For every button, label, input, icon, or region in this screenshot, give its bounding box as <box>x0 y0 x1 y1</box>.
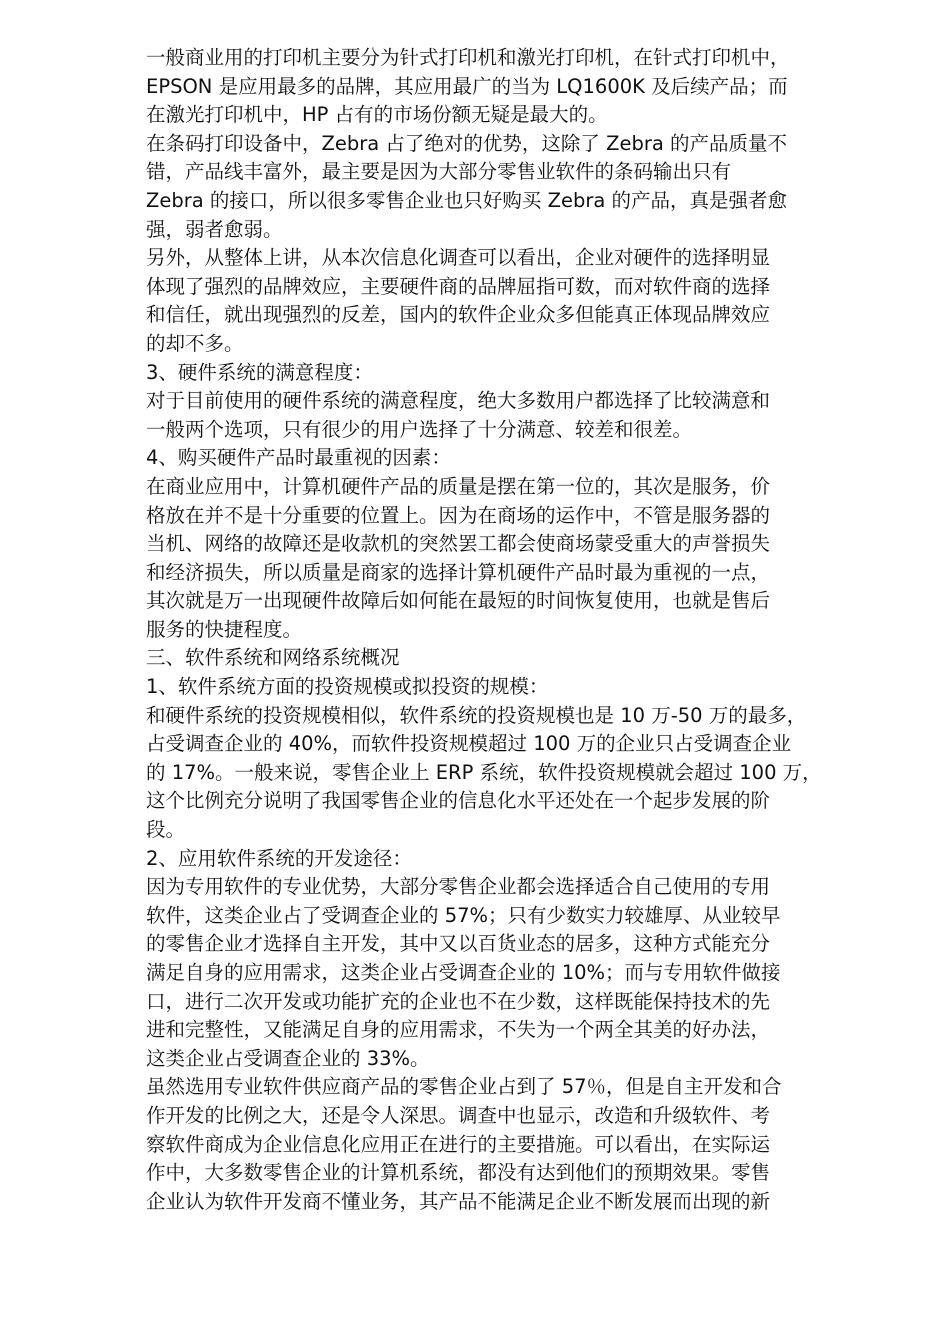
text-line: 体现了强烈的品牌效应，主要硬件商的品牌屈指可数，而对软件商的选择 <box>146 274 771 298</box>
chapter-heading: 三、软件系统和网络系统概况 <box>146 646 400 670</box>
text-line: 作开发的比例之大，还是令人深思。调查中也显示，改造和升级软件、考 <box>146 1103 771 1127</box>
text-line: 错，产品线丰富外，最主要是因为大部分零售业软件的条码输出只有 <box>146 160 732 184</box>
text-line: 占受调查企业的 40%，而软件投资规模超过 100 万的企业只占受调查企业 <box>146 732 792 756</box>
text-line: 这个比例充分说明了我国零售企业的信息化水平还处在一个起步发展的阶 <box>146 789 771 813</box>
document-body <box>146 44 896 1216</box>
text-line: 在商业应用中，计算机硬件产品的质量是摆在第一位的，其次是服务，价 <box>146 474 771 498</box>
section-heading: 3、硬件系统的满意程度： <box>146 360 373 384</box>
text-line: 作中，大多数零售企业的计算机系统，都没有达到他们的预期效果。零售 <box>146 1161 771 1185</box>
text-line: 服务的快捷程度。 <box>146 617 303 641</box>
text-line: 对于目前使用的硬件系统的满意程度，绝大多数用户都选择了比较满意和 <box>146 389 771 413</box>
text-line: 强，弱者愈弱。 <box>146 217 283 241</box>
text-line: 和信任，就出现强烈的反差，国内的软件企业众多但能真正体现品牌效应 <box>146 303 771 327</box>
text-line: 察软件商成为企业信息化应用正在进行的主要措施。可以看出，在实际运 <box>146 1132 771 1156</box>
text-line: 满足自身的应用需求，这类企业占受调查企业的 10%；而与专用软件做接 <box>146 961 781 984</box>
text-line: 的 17%。一般来说，零售企业上 ERP 系统，软件投资规模就会超过 100 万， <box>146 760 822 784</box>
text-line: 另外，从整体上讲，从本次信息化调查可以看出，企业对硬件的选择明显 <box>146 246 771 270</box>
text-line: Zebra 的接口，所以很多零售企业也只好购买 Zebra 的产品，真是强者愈 <box>146 188 787 212</box>
text-line: EPSON 是应用最多的品牌，其应用最广的当为 LQ1600K 及后续产品；而 <box>146 74 788 98</box>
text-line: 和硬件系统的投资规模相似，软件系统的投资规模也是 10 万-50 万的最多， <box>146 703 807 727</box>
text-line: 这类企业占受调查企业的 33%。 <box>146 1046 430 1070</box>
text-line: 进和完整性，又能满足自身的应用需求，不失为一个两全其美的好办法， <box>146 1018 771 1042</box>
text-line: 其次就是万一出现硬件故障后如何能在最短的时间恢复使用，也就是售后 <box>146 589 771 613</box>
text-line: 在激光打印机中，HP 占有的市场份额无疑是最大的。 <box>146 103 608 127</box>
text-line: 的零售企业才选择自主开发，其中又以百货业态的居多，这种方式能充分 <box>146 932 771 956</box>
text-line: 一般两个选项，只有很少的用户选择了十分满意、较差和很差。 <box>146 417 693 441</box>
section-heading: 1、软件系统方面的投资规模或拟投资的规模： <box>146 675 549 699</box>
text-line: 口，进行二次开发或功能扩充的企业也不在少数，这样既能保持技术的先 <box>146 989 771 1013</box>
text-line: 软件，这类企业占了受调查企业的 57%；只有少数实力较雄厚、从业较早 <box>146 903 781 927</box>
text-line: 的却不多。 <box>146 331 244 355</box>
text-line: 当机、网络的故障还是收款机的突然罢工都会使商场蒙受重大的声誉损失 <box>146 532 771 556</box>
section-heading: 2、应用软件系统的开发途径： <box>146 846 412 870</box>
text-line: 企业认为软件开发商不懂业务，其产品不能满足企业不断发展而出现的新 <box>146 1189 771 1213</box>
text-line: 虽然选用专业软件供应商产品的零售企业占到了 57％，但是自主开发和合 <box>146 1075 782 1099</box>
text-line: 在条码打印设备中，Zebra 占了绝对的优势，这除了 Zebra 的产品质量不 <box>146 131 787 155</box>
text-line: 格放在并不是十分重要的位置上。因为在商场的运作中，不管是服务器的 <box>146 503 771 527</box>
text-line: 段。 <box>146 818 186 842</box>
section-heading: 4、购买硬件产品时最重视的因素： <box>146 446 451 470</box>
text-line: 和经济损失，所以质量是商家的选择计算机硬件产品时最为重视的一点， <box>146 560 771 584</box>
text-line: 一般商业用的打印机主要分为针式打印机和激光打印机，在针式打印机中， <box>146 46 790 69</box>
text-line: 因为专用软件的专业优势，大部分零售企业都会选择适合自己使用的专用 <box>146 875 771 899</box>
